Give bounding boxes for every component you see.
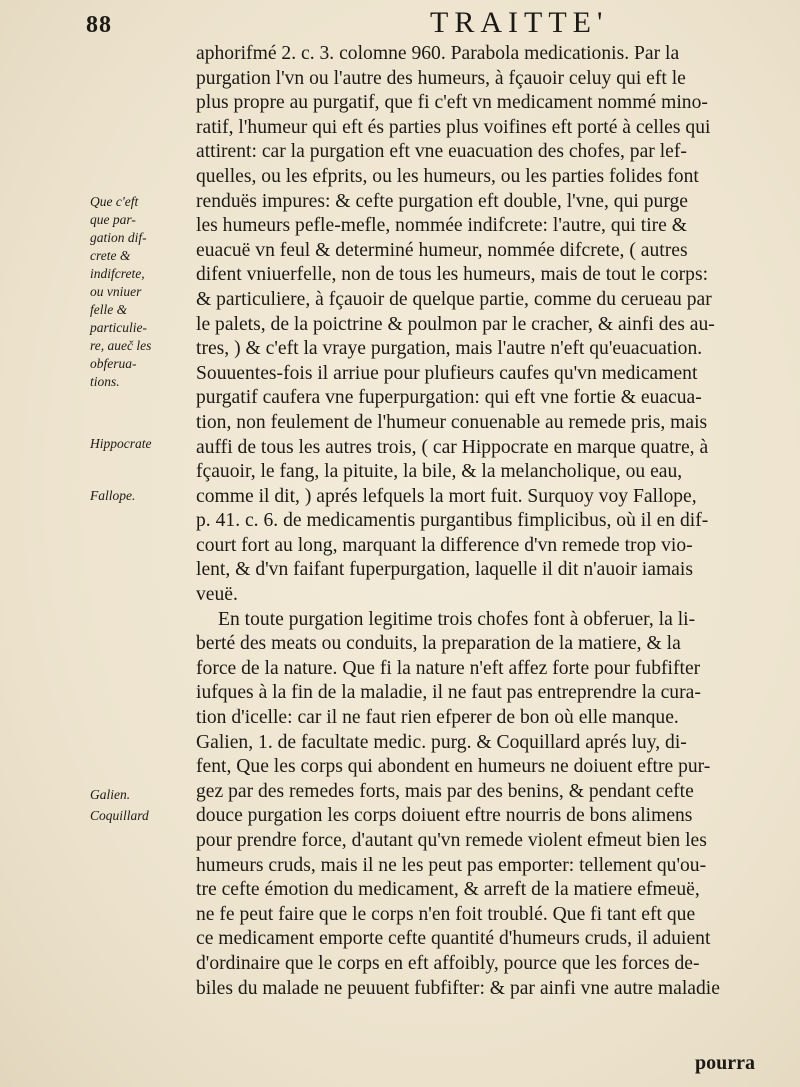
margin-note: Fallope. (90, 488, 136, 503)
text-line: fçauoir, le fang, la pituite, la bile, & la melancholique, ou eau, (196, 461, 683, 483)
margin-note: Coquillard (90, 808, 149, 823)
text-line: plus propre au purgatif, que fi c'eft vn medicament nommé mino- (196, 92, 708, 114)
margin-notes (0, 0, 195, 1087)
margin-note: obferua- (90, 356, 137, 371)
text-line: quelles, ou les efprits, ou les humeurs, ou les parties folides font (196, 165, 699, 187)
text-line: p. 41. c. 6. de medicamentis purgantibus fimplicibus, où il en dif- (196, 510, 709, 532)
running-head: TRAITTE' (430, 6, 609, 39)
body-text (196, 42, 766, 1001)
margin-note: tions. (90, 374, 120, 389)
text-line: auffi de tous les autres trois, ( car Hippocrate en marque quatre, à (196, 436, 709, 458)
text-line: force de la nature. Que fi la nature n'eft affez forte pour fubfifter (196, 657, 701, 679)
text-line: & particuliere, à fçauoir de quelque partie, comme du cerueau par (196, 288, 712, 310)
margin-note: indifcrete, (90, 266, 145, 281)
text-line: d'ordinaire que le corps en eft affoibly, pource que les forces de- (196, 952, 700, 974)
catchword: pourra (695, 1052, 755, 1074)
margin-note: particulie- (90, 320, 147, 335)
text-line: ce medicament emporte cefte quantité d'humeurs cruds, il aduient (196, 928, 711, 950)
text-line: biles du malade ne peuuent fubfifter: & par ainfi vne autre maladie (196, 977, 720, 999)
text-line: veuë. (196, 584, 238, 606)
text-line: douce purgation les corps doiuent eftre nourris de bons alimens (196, 805, 693, 827)
text-line: lent, & d'vn faifant fuperpurgation, laquelle il dit n'auoir iamais (196, 559, 693, 581)
text-line: humeurs cruds, mais il ne les peut pas emporter: tellement qu'ou- (196, 854, 707, 876)
text-line: gez par des remedes forts, mais par des benins, & pendant cefte (196, 780, 694, 802)
text-line: court fort au long, marquant la difference d'vn remede trop vio- (196, 534, 693, 556)
text-line: le palets, de la poictrine & poulmon par le cracher, & ainfi des au- (196, 313, 715, 335)
text-line: purgatif caufera vne fuperpurgation: qui eft vne fortie & euacua- (196, 387, 702, 409)
text-line: En toute purgation legitime trois chofes font à obferuer, la li- (218, 608, 696, 630)
text-line: attirent: car la purgation eft vne euacuation des chofes, par lef- (196, 141, 687, 163)
margin-note: Que c'eft (90, 194, 139, 209)
text-line: ratif, l'humeur qui eft és parties plus voifines eft porté à celles qui (196, 116, 711, 138)
text-line: difent vniuerfelle, non de tous les humeurs, mais de tout le corps: (196, 264, 709, 286)
margin-note: gation dif- (90, 230, 147, 245)
margin-note: ou vniuer (90, 284, 142, 299)
page-number: 88 (86, 12, 112, 38)
text-line: purgation l'vn ou l'autre des humeurs, à fçauoir celuy qui eft le (196, 67, 686, 89)
text-line: tion, non feulement de l'humeur conuenable au remede pris, mais (196, 411, 708, 433)
margin-note: felle & (90, 302, 128, 317)
text-line: fent, Que les corps qui abondent en humeurs ne doiuent eftre pur- (196, 756, 711, 778)
text-line: comme il dit, ) aprés lefquels la mort fuit. Surquoy voy Fallope, (196, 485, 697, 507)
text-line: euacuë vn feul & determiné humeur, nommée difcrete, ( autres (196, 239, 688, 261)
margin-note: re, aueč les (90, 338, 152, 353)
margin-note: crete & (90, 248, 131, 263)
text-line: Galien, 1. de facultate medic. purg. & Coquillard aprés luy, di- (196, 731, 687, 753)
text-line: pour prendre force, d'autant qu'vn remede violent efmeut bien les (196, 830, 707, 851)
text-line: berté des meats ou conduits, la preparation de la matiere, & la (196, 633, 681, 655)
text-line: tre cefte émotion du medicament, & arreft de la matiere efmeuë, (196, 879, 700, 901)
text-line: iufques à la fin de la maladie, il ne faut pas entreprendre la cura- (196, 682, 701, 704)
text-line: tion d'icelle: car il ne faut rien efperer de bon où elle manque. (196, 707, 679, 729)
margin-note: que par- (90, 212, 136, 227)
text-line: tres, ) & c'eft la vraye purgation, mais l'autre n'eft qu'euacuation. (196, 338, 703, 360)
text-line: les humeurs pefle-mefle, nommée indifcrete: l'autre, qui tire & (196, 215, 688, 237)
margin-note: Hippocrate (90, 436, 152, 451)
text-line: aphorifmé 2. c. 3. colomne 960. Parabola medicationis. Par la (196, 43, 680, 64)
text-line: ne fe peut faire que le corps n'en foit troublé. Que fi tant eft que (196, 903, 696, 925)
text-line: Souuentes-fois il arriue pour plufieurs caufes qu'vn medicament (196, 362, 698, 384)
margin-note: Galien. (90, 787, 131, 802)
text-line: renduës impures: & cefte purgation eft double, l'vne, qui purge (196, 190, 688, 212)
